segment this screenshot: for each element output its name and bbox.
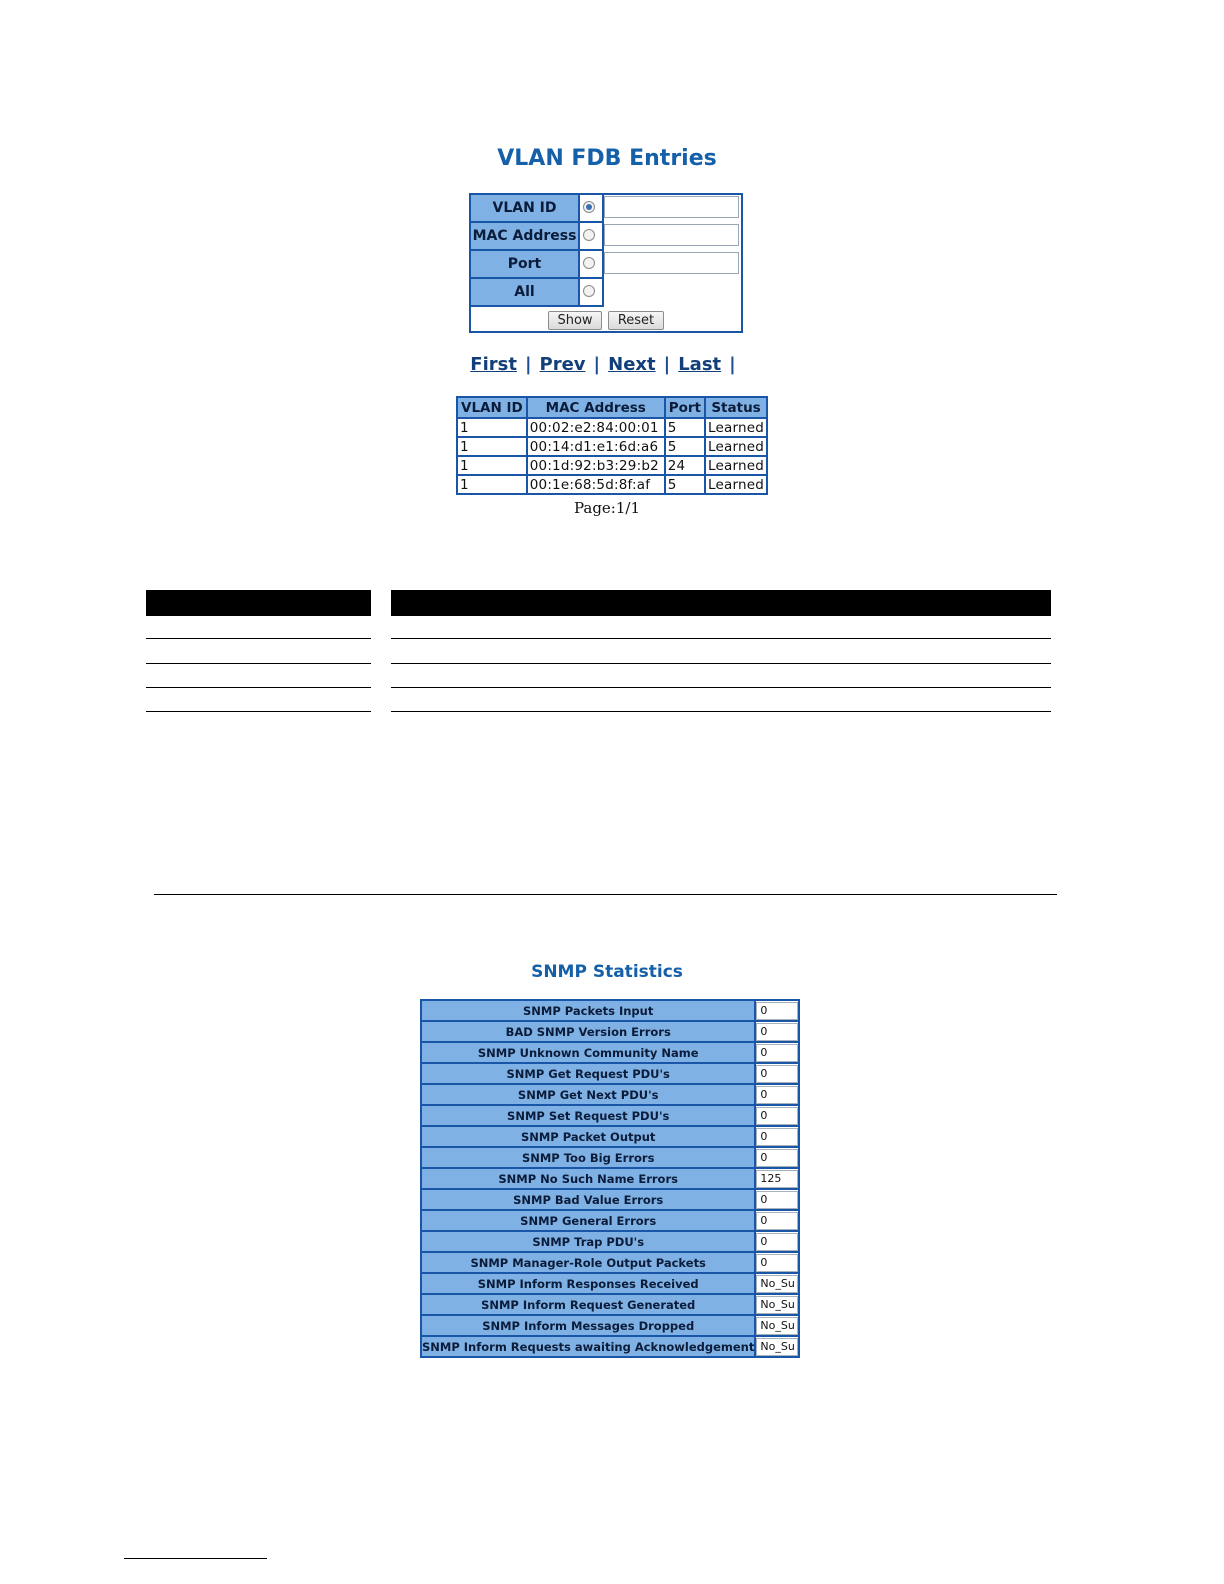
snmp-stat-row bbox=[421, 1231, 799, 1252]
table-cell: 00:1e:68:5d:8f:af bbox=[527, 475, 665, 494]
table-cell: 1 bbox=[457, 437, 527, 456]
doc-table-rule bbox=[146, 687, 371, 688]
show-button[interactable]: Show bbox=[548, 311, 602, 330]
section-divider bbox=[154, 894, 1057, 895]
snmp-stat-value: 0 bbox=[756, 1002, 798, 1020]
snmp-stat-row bbox=[421, 1294, 799, 1315]
snmp-stat-label: SNMP Inform Request Generated bbox=[421, 1294, 755, 1315]
table-cell: 1 bbox=[457, 456, 527, 475]
doc-table-rule bbox=[146, 663, 371, 664]
snmp-stat-label: SNMP Packet Output bbox=[421, 1126, 755, 1147]
mac-address-radio[interactable] bbox=[583, 229, 595, 241]
vlan-id-radio-cell bbox=[578, 195, 604, 223]
pager-separator: | bbox=[593, 354, 601, 375]
snmp-stat-label: SNMP Packets Input bbox=[421, 1000, 755, 1021]
snmp-stat-value-cell bbox=[755, 1252, 799, 1273]
snmp-stat-value-cell bbox=[755, 1231, 799, 1252]
snmp-stat-value-cell bbox=[755, 1105, 799, 1126]
snmp-stat-label: SNMP Trap PDU's bbox=[421, 1231, 755, 1252]
table-row bbox=[457, 456, 767, 475]
fdb-search-form bbox=[469, 193, 743, 333]
snmp-stat-row bbox=[421, 1273, 799, 1294]
snmp-stat-value-cell bbox=[755, 1189, 799, 1210]
column-header: Port bbox=[665, 397, 705, 418]
snmp-stat-value: No_Su bbox=[756, 1275, 798, 1293]
table-cell: 00:14:d1:e1:6d:a6 bbox=[527, 437, 665, 456]
snmp-stat-value: No_Su bbox=[756, 1317, 798, 1335]
snmp-stat-value: 0 bbox=[756, 1191, 798, 1209]
pager-separator: | bbox=[729, 354, 736, 375]
table-cell: 5 bbox=[665, 437, 705, 456]
snmp-stat-row bbox=[421, 1063, 799, 1084]
first-page-link[interactable]: First bbox=[470, 354, 517, 375]
snmp-stat-value: No_Su bbox=[756, 1338, 798, 1356]
doc-table-rule bbox=[146, 711, 371, 712]
snmp-stat-label: SNMP No Such Name Errors bbox=[421, 1168, 755, 1189]
snmp-stat-value: 0 bbox=[756, 1233, 798, 1251]
snmp-stat-value-cell bbox=[755, 1273, 799, 1294]
doc-table-header-right bbox=[391, 590, 1051, 616]
snmp-stat-row bbox=[421, 1105, 799, 1126]
snmp-stat-label: SNMP Unknown Community Name bbox=[421, 1042, 755, 1063]
snmp-stat-value-cell bbox=[755, 1063, 799, 1084]
vlan-id-input[interactable] bbox=[604, 196, 739, 218]
snmp-stat-label: SNMP Inform Responses Received bbox=[421, 1273, 755, 1294]
snmp-stat-row bbox=[421, 1084, 799, 1105]
last-page-link[interactable]: Last bbox=[678, 354, 722, 375]
snmp-stat-value: 0 bbox=[756, 1086, 798, 1104]
pager-separator: | bbox=[524, 354, 532, 375]
snmp-stat-row bbox=[421, 1021, 799, 1042]
snmp-stat-value-cell bbox=[755, 1294, 799, 1315]
snmp-stat-value-cell bbox=[755, 1315, 799, 1336]
doc-table-rule bbox=[146, 638, 371, 639]
snmp-stat-value-cell bbox=[755, 1147, 799, 1168]
doc-table-rule bbox=[391, 663, 1051, 664]
table-cell: 24 bbox=[665, 456, 705, 475]
snmp-stat-row bbox=[421, 1189, 799, 1210]
snmp-stat-row bbox=[421, 1210, 799, 1231]
table-cell: 1 bbox=[457, 475, 527, 494]
column-header: Status bbox=[705, 397, 767, 418]
snmp-stat-value: 0 bbox=[756, 1254, 798, 1272]
snmp-stat-value-cell bbox=[755, 1126, 799, 1147]
table-row bbox=[457, 418, 767, 437]
column-header: MAC Address bbox=[527, 397, 665, 418]
snmp-stat-label: SNMP Get Next PDU's bbox=[421, 1084, 755, 1105]
snmp-stat-label: SNMP Get Request PDU's bbox=[421, 1063, 755, 1084]
snmp-stat-value: 0 bbox=[756, 1128, 798, 1146]
snmp-stat-label: SNMP Bad Value Errors bbox=[421, 1189, 755, 1210]
column-header: VLAN ID bbox=[457, 397, 527, 418]
snmp-stat-value-cell bbox=[755, 1084, 799, 1105]
mac-address-radio-cell bbox=[578, 223, 604, 251]
snmp-stat-label: BAD SNMP Version Errors bbox=[421, 1021, 755, 1042]
mac-address-label: MAC Address bbox=[471, 223, 580, 251]
snmp-stat-value-cell bbox=[755, 1210, 799, 1231]
snmp-stat-value: 125 bbox=[756, 1170, 798, 1188]
snmp-stat-value-cell bbox=[755, 1168, 799, 1189]
port-radio[interactable] bbox=[583, 257, 595, 269]
all-label: All bbox=[471, 279, 580, 307]
table-cell: 5 bbox=[665, 418, 705, 437]
table-header-row bbox=[457, 397, 767, 418]
snmp-stat-label: SNMP General Errors bbox=[421, 1210, 755, 1231]
snmp-statistics-title: SNMP Statistics bbox=[531, 962, 683, 982]
doc-table-header-left bbox=[146, 590, 371, 616]
snmp-stat-row bbox=[421, 1315, 799, 1336]
vlan-id-radio[interactable] bbox=[583, 201, 595, 213]
prev-page-link[interactable]: Prev bbox=[539, 354, 586, 375]
snmp-stat-label: SNMP Manager-Role Output Packets bbox=[421, 1252, 755, 1273]
fdb-entries-table bbox=[456, 396, 768, 495]
all-radio-cell bbox=[578, 279, 604, 307]
snmp-stat-value: 0 bbox=[756, 1212, 798, 1230]
table-row bbox=[457, 437, 767, 456]
all-radio[interactable] bbox=[583, 285, 595, 297]
snmp-stat-row bbox=[421, 1168, 799, 1189]
snmp-stat-value: 0 bbox=[756, 1149, 798, 1167]
snmp-stat-label: SNMP Inform Requests awaiting Acknowledgement bbox=[421, 1336, 755, 1357]
table-cell: Learned bbox=[705, 475, 767, 494]
snmp-stat-label: SNMP Set Request PDU's bbox=[421, 1105, 755, 1126]
vlan-fdb-title: VLAN FDB Entries bbox=[497, 146, 717, 171]
snmp-stat-value: 0 bbox=[756, 1065, 798, 1083]
snmp-stat-value-cell bbox=[755, 1336, 799, 1357]
snmp-stat-label: SNMP Inform Messages Dropped bbox=[421, 1315, 755, 1336]
vlan-id-label: VLAN ID bbox=[471, 195, 580, 223]
pager-separator: | bbox=[663, 354, 671, 375]
table-cell: 5 bbox=[665, 475, 705, 494]
snmp-stat-row bbox=[421, 1252, 799, 1273]
snmp-stat-row bbox=[421, 1336, 799, 1357]
table-cell: 00:1d:92:b3:29:b2 bbox=[527, 456, 665, 475]
doc-table-rule bbox=[391, 687, 1051, 688]
snmp-stat-value-cell bbox=[755, 1000, 799, 1021]
table-cell: Learned bbox=[705, 456, 767, 475]
next-page-link[interactable]: Next bbox=[608, 354, 656, 375]
snmp-stat-value: 0 bbox=[756, 1107, 798, 1125]
snmp-stat-row bbox=[421, 1042, 799, 1063]
page-indicator: Page:1/1 bbox=[573, 499, 641, 517]
doc-table-rule bbox=[391, 711, 1051, 712]
snmp-stat-value-cell bbox=[755, 1021, 799, 1042]
snmp-stat-row bbox=[421, 1126, 799, 1147]
snmp-stat-label: SNMP Too Big Errors bbox=[421, 1147, 755, 1168]
table-cell: Learned bbox=[705, 437, 767, 456]
footnote-separator bbox=[124, 1558, 267, 1559]
snmp-stat-value: 0 bbox=[756, 1044, 798, 1062]
snmp-stat-value: 0 bbox=[756, 1023, 798, 1041]
snmp-stat-value-cell bbox=[755, 1042, 799, 1063]
table-cell: 1 bbox=[457, 418, 527, 437]
table-row bbox=[457, 475, 767, 494]
reset-button[interactable]: Reset bbox=[608, 311, 664, 330]
table-cell: 00:02:e2:84:00:01 bbox=[527, 418, 665, 437]
table-cell: Learned bbox=[705, 418, 767, 437]
snmp-statistics-table bbox=[420, 999, 800, 1358]
port-radio-cell bbox=[578, 251, 604, 279]
port-input[interactable] bbox=[604, 252, 739, 274]
doc-table-rule bbox=[391, 638, 1051, 639]
port-label: Port bbox=[471, 251, 580, 279]
mac-address-input[interactable] bbox=[604, 224, 739, 246]
pagination bbox=[0, 354, 1214, 375]
snmp-stat-row bbox=[421, 1147, 799, 1168]
snmp-stat-row bbox=[421, 1000, 799, 1021]
snmp-stat-value: No_Su bbox=[756, 1296, 798, 1314]
